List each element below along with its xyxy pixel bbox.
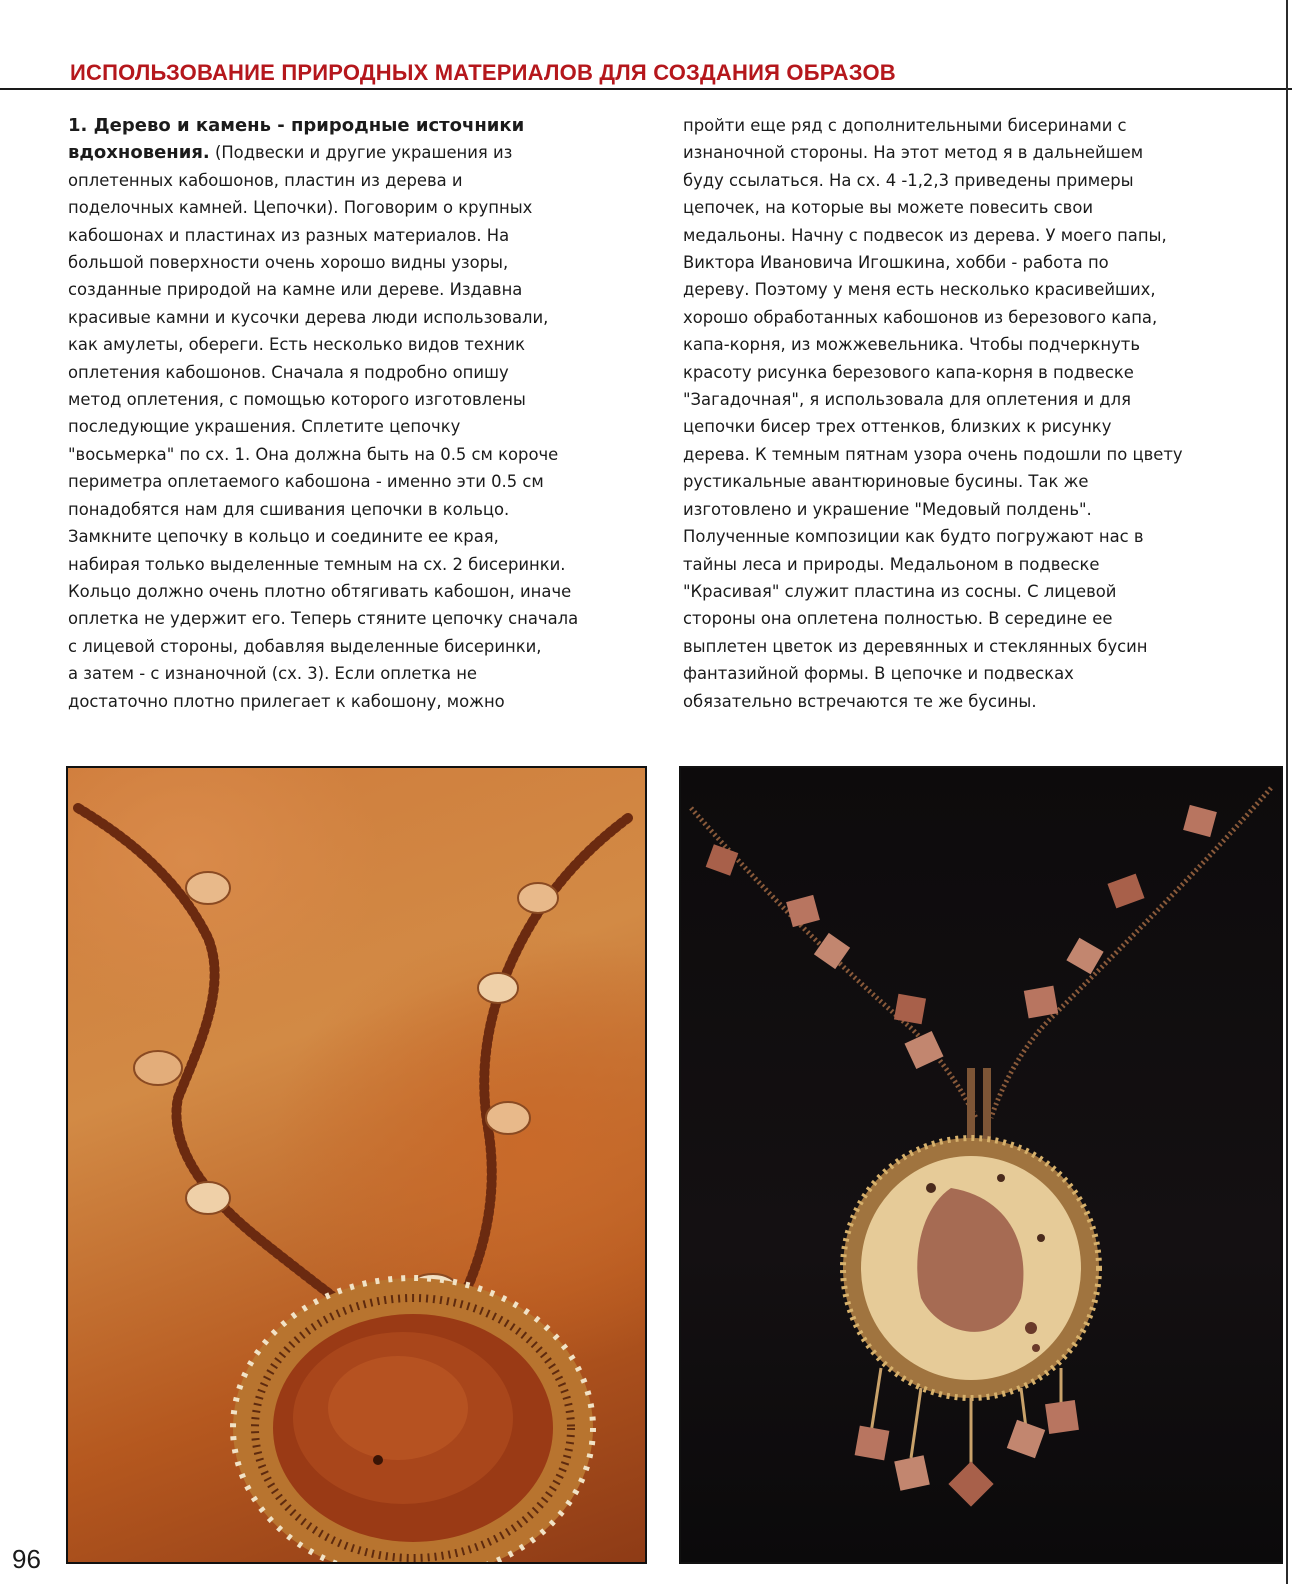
text-line: оплетенных кабошонов, пластин из дерева и bbox=[68, 170, 463, 190]
text-line: набирая только выделенные темным на сх. 2 бисеринки. bbox=[68, 554, 566, 574]
text-line: оплетения кабошонов. Сначала я подробно опишу bbox=[68, 362, 509, 382]
text-line: "восьмерка" по сх. 1. Она должна быть на 0.5 см короче bbox=[68, 444, 559, 464]
text-line: метод оплетения, с помощью которого изготовлены bbox=[68, 390, 526, 410]
wood-pendant-photo bbox=[66, 766, 647, 1564]
section-subheading-cont: вдохновения. bbox=[68, 142, 210, 164]
text-line: красоту рисунка березового капа-корня в подвеске bbox=[683, 362, 1134, 382]
text-line: "Загадочная", я использовала для оплетения и для bbox=[683, 390, 1131, 410]
text-line: тайны леса и природы. Медальоном в подвеске bbox=[683, 554, 1100, 574]
text-line: последующие украшения. Сплетите цепочку bbox=[68, 417, 461, 437]
stone-pendant-illustration bbox=[681, 768, 1281, 1562]
text-line: созданные природой на камне или дереве. Издавна bbox=[68, 280, 523, 300]
page-number: 96 bbox=[12, 1544, 41, 1574]
text-line: медальоны. Начну с подвесок из дерева. У моего папы, bbox=[683, 225, 1167, 245]
text-line: дерева. К темным пятнам узора очень подошли по цвету bbox=[683, 444, 1183, 464]
section-subheading: 1. Дерево и камень - природные источники bbox=[68, 115, 525, 136]
left-text-column bbox=[68, 112, 658, 715]
text-line: обязательно встречаются те же бусины. bbox=[683, 691, 1037, 711]
text-line: Полученные композиции как будто погружают нас в bbox=[683, 527, 1144, 547]
text-line: фантазийной формы. В цепочке и подвесках bbox=[683, 664, 1074, 684]
text-line: Замкните цепочку в кольцо и соедините ее края, bbox=[68, 527, 499, 547]
wood-pendant-illustration bbox=[68, 768, 645, 1562]
text-line: поделочных камней. Цепочки). Поговорим о крупных bbox=[68, 198, 533, 218]
text-line: Кольцо должно очень плотно обтягивать кабошон, иначе bbox=[68, 581, 572, 601]
right-text-column bbox=[683, 112, 1273, 715]
text-fragment: (Подвески и другие украшения из bbox=[209, 143, 513, 163]
text-line: буду ссылаться. На сх. 4 -1,2,3 приведены примеры bbox=[683, 170, 1134, 190]
text-line: кабошонах и пластинах из разных материалов. На bbox=[68, 225, 510, 245]
text-line: "Красивая" служит пластина из сосны. С лицевой bbox=[683, 581, 1117, 601]
text-line: рустикальные авантюриновые бусины. Так же bbox=[683, 472, 1089, 492]
text-line: как амулеты, обереги. Есть несколько видов техник bbox=[68, 335, 525, 355]
text-line: большой поверхности очень хорошо видны узоры, bbox=[68, 253, 509, 273]
text-line: периметра оплетаемого кабошона - именно эти 0.5 см bbox=[68, 472, 544, 492]
text-line: достаточно плотно прилегает к кабошону, можно bbox=[68, 691, 505, 711]
page-edge-line bbox=[1286, 0, 1288, 1584]
text-line: понадобятся нам для сшивания цепочки в кольцо. bbox=[68, 499, 510, 519]
text-line: изнаночной стороны. На этот метод я в дальнейшем bbox=[683, 143, 1144, 163]
text-line: Виктора Ивановича Игошкина, хобби - работа по bbox=[683, 253, 1109, 273]
stone-pendant-photo bbox=[679, 766, 1283, 1564]
text-line bbox=[68, 139, 658, 166]
header-divider bbox=[0, 88, 1292, 90]
text-line: красивые камни и кусочки дерева люди использовали, bbox=[68, 307, 549, 327]
text-line: капа-корня, из можжевельника. Чтобы подчеркнуть bbox=[683, 335, 1140, 355]
text-line: пройти еще ряд с дополнительными бисеринами с bbox=[683, 116, 1127, 135]
text-line: изготовлено и украшение "Медовый полдень". bbox=[683, 499, 1092, 519]
text-line: стороны она оплетена полностью. В середине ее bbox=[683, 609, 1113, 629]
text-line: цепочки бисер трех оттенков, близких к рисунку bbox=[683, 417, 1112, 437]
text-line: оплетка не удержит его. Теперь стяните цепочку сначала bbox=[68, 609, 579, 629]
text-line: хорошо обработанных кабошонов из березового капа, bbox=[683, 307, 1158, 327]
text-line: с лицевой стороны, добавляя выделенные бисеринки, bbox=[68, 636, 542, 656]
text-line: выплетен цветок из деревянных и стеклянных бусин bbox=[683, 636, 1148, 656]
text-line: цепочек, на которые вы можете повесить свои bbox=[683, 198, 1094, 218]
text-line: а затем - с изнаночной (сх. 3). Если оплетка не bbox=[68, 664, 478, 684]
page-header-title: ИСПОЛЬЗОВАНИЕ ПРИРОДНЫХ МАТЕРИАЛОВ ДЛЯ СОЗДАНИЯ ОБРАЗОВ bbox=[70, 60, 896, 85]
text-line: дереву. Поэтому у меня есть несколько красивейших, bbox=[683, 280, 1156, 300]
